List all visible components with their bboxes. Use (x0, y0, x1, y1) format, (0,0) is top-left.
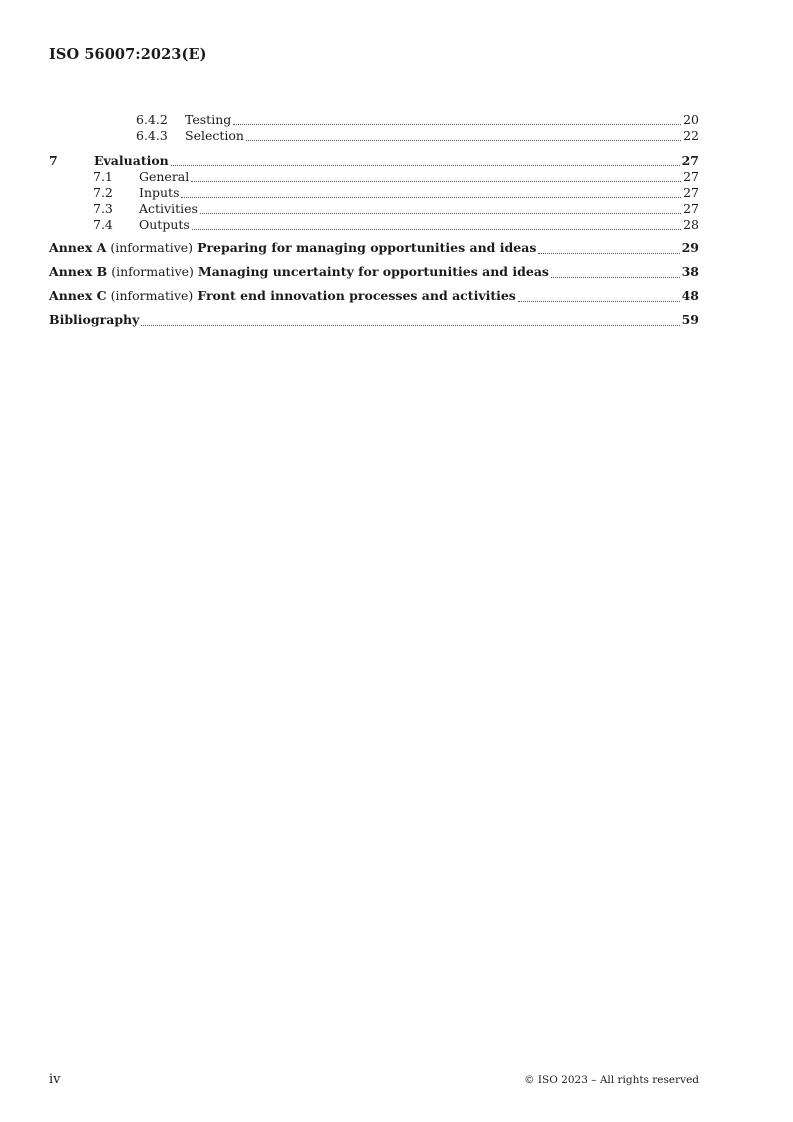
toc-entry-6-4-3[interactable] (49, 128, 699, 144)
toc-entry-annex-c[interactable] (49, 287, 699, 305)
toc-entry-page: 27 (683, 201, 699, 216)
toc-entry-7-4[interactable] (49, 217, 699, 233)
toc-entry-title: Inputs (139, 185, 180, 200)
toc-entry-7-3[interactable] (49, 201, 699, 217)
toc-entry-number: 7.3 (93, 201, 113, 216)
toc-entry-number: 6.4.2 (136, 112, 168, 127)
annex-type: (informative) (110, 288, 194, 303)
dot-leader (538, 252, 679, 254)
dot-leader (233, 123, 681, 125)
toc-entry-number: 7.1 (93, 169, 113, 184)
toc-entry-number: 7 (49, 153, 58, 168)
toc-entry-page: 48 (681, 288, 699, 303)
dot-leader (141, 324, 679, 326)
dot-leader (192, 228, 681, 230)
toc-entry-page: 59 (681, 312, 699, 327)
toc-entry-6-4-2[interactable] (49, 112, 699, 128)
toc-entry-page: 27 (683, 169, 699, 184)
toc-entry-7-2[interactable] (49, 185, 699, 201)
toc-entry-page: 20 (683, 112, 699, 127)
toc-entry-page: 28 (683, 217, 699, 232)
toc-entry-title: Outputs (139, 217, 190, 232)
page-number: iv (49, 1072, 61, 1087)
toc-entry-title: Testing (185, 112, 232, 127)
toc-entry-clause-7[interactable] (49, 153, 699, 169)
table-of-contents (49, 112, 699, 329)
annex-label: Annex C (49, 288, 107, 303)
toc-entry-bibliography[interactable] (49, 311, 699, 329)
annex-type: (informative) (111, 264, 194, 279)
toc-entry-number: 6.4.3 (136, 128, 168, 143)
toc-entry-title: Bibliography (49, 312, 140, 327)
toc-entry-page: 27 (683, 185, 699, 200)
copyright-notice: © ISO 2023 – All rights reserved (524, 1074, 699, 1086)
dot-leader (551, 276, 680, 278)
annex-label: Annex B (49, 264, 108, 279)
toc-entry-annex-a[interactable] (49, 239, 699, 257)
toc-entry-title: Evaluation (94, 153, 169, 168)
toc-entry-page: 38 (681, 264, 699, 279)
document-header: ISO 56007:2023(E) (49, 46, 207, 63)
annex-type: (informative) (110, 240, 194, 255)
dot-leader (171, 164, 680, 166)
annex-label: Annex A (49, 240, 107, 255)
dot-leader (200, 212, 681, 214)
toc-entry-title: Activities (139, 201, 198, 216)
annex-title: Managing uncertainty for opportunities and ideas (197, 264, 549, 279)
toc-entry-page: 22 (683, 128, 699, 143)
dot-leader (191, 180, 681, 182)
toc-entry-7-1[interactable] (49, 169, 699, 185)
annex-title: Preparing for managing opportunities and ideas (197, 240, 537, 255)
dot-leader (181, 196, 681, 198)
toc-entry-page: 29 (681, 240, 699, 255)
toc-entry-number: 7.2 (93, 185, 113, 200)
toc-entry-number: 7.4 (93, 217, 113, 232)
toc-entry-annex-b[interactable] (49, 263, 699, 281)
toc-entry-title: General (139, 169, 190, 184)
dot-leader (518, 300, 680, 302)
toc-entry-page: 27 (681, 153, 699, 168)
toc-entry-title: Selection (185, 128, 244, 143)
annex-title: Front end innovation processes and activities (197, 288, 516, 303)
dot-leader (246, 139, 681, 141)
